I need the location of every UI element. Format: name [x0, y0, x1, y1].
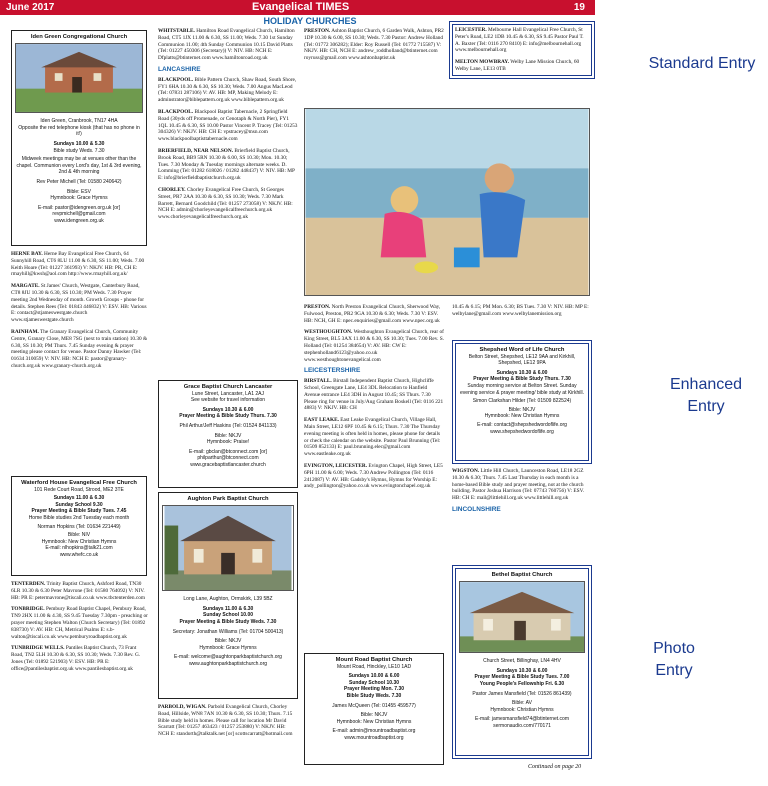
list-item: PRESTON. North Preston Evangelical Church, Sherwood Way, Fulwood, Preston, PR2 9GA 10.30 & 6.30; Weds. 7.30 V: ESV. HB: NCH, GH E: npec.enquiries@gmail.com www.npec.org.uk	[304, 304, 441, 324]
list-item: HERNE BAY. Herne Bay Evangelical Free Church, 64 Sunnyhill Road, CT6 8LU 11.00 & 6.30, SS 11.00; Weds. 7.00 Keith Hoare (Tel: 01227 361993) V: NKJV. HB: PR, CH E: rmayhill@kwsh@aol.com http://www.rmayhill.org.uk/	[11, 251, 145, 278]
column-2-entries-3	[158, 704, 298, 743]
column-1-entries	[11, 251, 149, 375]
list-item: BRIERFIELD, NEAR NELSON. Brierfield Baptist Church, Brook Road, BB9 5RN 10.30 & 6.00, SS 10.30; Mon. 10.30; Tues. 7.30 Monday & Tuesday mornings alternate weeks. D. Lomming (Tel: 01282 618026 / 01282 448437) V: NIV. HB: MP E: info@brierfieldbaptistchurch.org.uk	[158, 147, 295, 182]
list-item: TONBRIDGE. Pembury Road Baptist Chapel, Pembury Road, TN9 2HX 11.00 & 4.30, SS 9.45 Tuesday 7.30pm - preaching or prayer meeting Stephen Walton (Church Secretary) (Tel: 01892 838730) V: AV. HB: CH, Metrical Psalms E: s.b-walton@tiscali.co.uk www.pemburyroadbaptist.org.uk	[11, 606, 148, 640]
list-item: WHITSTABLE. Hamilton Road Evangelical Church, Hamilton Road, CT5 1JX 11.00 & 6.30, SS 11.00; Weds. 7.30 1st Sunday Communion 11.00; 4th Sunday Communion 10.15 David Platts (Tel: 01227 450306 (Secretary)) V: NIV. HB: NCH E: Dfplatts@btinternet.com www.hamiltonroad.org.uk	[158, 28, 295, 62]
region-heading: LINCOLNSHIRE	[452, 505, 501, 513]
section-title: HOLIDAY CHURCHES	[263, 16, 357, 26]
column-4-entries-2	[452, 468, 592, 517]
list-item: BIRSTALL. Birstall Independent Baptist Church, Highcliffe School, Greengate Lane, LE4 3DL Relocation to Hanfield Avenue entrance LE4 3DH in August 10.45; SS Thurs. 7.30 Please ring for venue in July/Aug Graham Boskell (Tel: 0116 221 4883) V: NKJV. HB: CH	[304, 378, 444, 412]
page-number: 19	[573, 2, 585, 13]
masthead: Evangelical TIMES	[252, 1, 350, 13]
column-3-entries	[304, 28, 444, 67]
list-item: TENTERDEN. Trinity Baptist Church, Ashford Road, TN30 6LR 10.30 & 6.30 Peter Mavrone (Tel: 01580 764092) V: NIV. HB: PR E: petermavrone@tiscali.co.uk www.tbctenterden.com	[11, 581, 145, 601]
list-item: CHORLEY. Chorley Evangelical Free Church, St Georges Street, PR7 2AA 10.30 & 6.30, SS 10.30; Weds. 7.30 Mark Barrett, Bernard Goodchild (Tel: 01257 273058) V: NKJV. HB: NCH E: admin@chorleyevangelicalfreechurch.org.uk www.chorleyevangelicalfreechurch.org.uk	[158, 186, 293, 221]
list-item: LEICESTER. Melbourne Hall Evangelical Free Church, St Peter's Road, LE2 1DB 10.45 & 6.30, SS 9.45 Pastor Paul T. A. Baxter (Tel: 0116 270 8410) E: info@melbournehall.org www.melbournehall.org	[455, 27, 584, 54]
region-heading: LANCASHIRE	[158, 65, 201, 73]
beach-children-photo	[304, 108, 590, 296]
list-item: WIGSTON. Little Hill Church, Launceston Road, LE18 2GZ 10.30 & 6.30; Thurs. 7.45 Last Thursday in each month is a home-based Bible study and prayer meeting, not at the church building. Pastor Joshua Harrison (Tel: 07743 760756) V: ESV. HB: CH E: mail@littlehill.org.uk www.littlehill.org.uk	[452, 468, 585, 502]
list-item: RAINHAM. The Granary Evangelical Church, Community Centre, Granary Close, ME8 7SG (next to train station) 10.30 & 6.30, SS 10.30; PM Thurs. 7.45 Sunday evening & prayer meeting please contact for venue. Pastor Danny Hawker (Tel: 01634 310059) V: NIV. HB: NCH E: pastor@granary-church.org.uk www.granary-church.org.uk	[11, 328, 148, 369]
church-photo	[459, 581, 585, 653]
page-header	[0, 0, 595, 15]
entry-title: Iden Green Congregational Church	[30, 34, 128, 40]
callout-enhanced: Enhanced Entry	[669, 376, 743, 415]
church-photo	[15, 43, 143, 113]
list-item: EVINGTON, LEICESTER. Evington Chapel, High Street, LE5 6PH 11.00 & 6.00; Weds. 7.30 Andrew Pollington (Tel: 0116 2412087) V: AV. HB: Gadsby's Hymns, Hymns for Worship E: andy_pollington@yahoo.co.uk www.evingtonchapel.org.uk	[304, 462, 443, 490]
column-4-entries	[452, 304, 592, 323]
callout-photo: Photo Entry	[653, 640, 695, 679]
grace-lancaster-enhanced-entry: Grace Baptist Church Lancaster Lune Street, Lancaster, LA1 2AJ See website for travel information Sundays 10.30 & 6.00 Prayer Meeting & Bible Study Thurs. 7.30 Phil Arthur/Jeff Haskins (Tel: 01524 841133) Bible: NKJV Hymnbook: Praise! E-mail: gbclan@btconnect.com [or] philparthur@btconnect.com www.gracebaptistlancaster.church	[158, 380, 298, 488]
waterford-enhanced-entry: Waterford House Evangelical Free Church 101 Rede Court Road, Strood, ME2 3TE Sundays 11.00 & 6.30 Sunday School 9.30 Prayer Meeting & Bible Study Tues. 7.45 Home Bible studies 2nd Tuesday each month Norman Hopkins (Tel: 01634 221449) Bible: NIV Hymnbook: New Christian Hymns E-mail: nlhopkins@talk21.com www.whefc.co.uk	[11, 476, 147, 576]
region-heading: LEICESTERSHIRE	[304, 367, 361, 375]
standard-entry-example	[452, 24, 592, 76]
list-item: MELTON MOWBRAY. Welby Lane Mission Church, 60 Welby Lane, LE13 0TB	[455, 59, 580, 72]
column-1-entries-2	[11, 581, 149, 678]
list-item: BLACKPOOL. Blackpool Baptist Tabernacle, 2 Springfield Road (30yds off Promenade, or Cenotaph & North Pier), FY1 1QL 10.45 & 6.30, SS 10.00 Pastor Vincent P. Tracey (Tel: 01253 304326) V: NKJV. HB: CH E: vpstracey@msn.com www.blackpoolbaptisttabernacle.com	[158, 108, 298, 143]
list-item: WESTHOUGHTON. Westhoughton Evangelical Church, rear of King Street, BL5 3AX 11.00 & 6.30, SS 10.30; Tues. 7.00 Rev. S. Holland (Tel: 01254 384654) V: AV. HB: CW E: stephenholland6123@yahoo.co.uk www.westhoughtonevangelical.com	[304, 329, 444, 363]
column-2-entries	[158, 28, 298, 226]
list-item: MARGATE. St James' Church, Westgate, Canterbury Road, CT8 8JU 10.30 & 6.30, SS 10.30; PM Weds. 7.30 Prayer meeting 2nd Wednesday of month. Growth Groups - phone for details. Stephen Rees (Tel: 01843 446832) V: ESV. HB: Various E: contact@stjameswestgate.church www.stjameswestgate.church	[11, 283, 147, 324]
mount-road-enhanced-entry: Mount Road Baptist Church Mount Road, Hinckley, LE10 1AD Sundays 10.00 & 6.00 Sunday School 10.30 Prayer Meeting Mon. 7.30 Bible Study Weds. 7.30 James McQueen (Tel: 01455 459577) Bible: NKJV Hymnbook: New Christian Hymns E-mail: admin@mountroadbaptist.org www.mountroadbaptist.org	[304, 653, 444, 765]
list-item: PRESTON. Ashton Baptist Church, 6 Garden Walk, Ashton, PR2 1DP 10.30 & 6.00, SS 10.30; Weds. 7.30 Pastor: Andrew Holland (Tel: 01772 306282); Elder: Roy Russell (Tel: 01772 715587) V: NKJV. HB: CH, NCH E: andrew_roddholland@btinternet.com royruss@gmail.com www.ashtonbaptist.uk	[304, 28, 444, 62]
bethel-photo-entry: Bethel Baptist Church Church Street, Billinghay, LN4 4HV Sundays 10.30 & 6.00 Prayer Meeting & Bible Study Tues. 7.00 Young People's Fellowship Fri. 6.30 Pastor James Mansfield (Tel: 01526 861439) Bible: AV Hymnbook: Christian Hymns E-mail: jamesmansfield74@btinternet.com sermonaudio.com/770171	[455, 568, 589, 756]
iden-green-photo-entry: Iden Green Congregational Church Iden Green, Cranbrook, TN17 4HA Opposite the red telephone kiosk (that has no phone in it!) Sundays 10.00 & 5.30 Bible study Weds. 7.30 Midweek meetings may be at venues other than the chapel. Communion every Lord's day, 1st & 3rd evening, 2nd & 4th morning Rev Peter Michell (Tel: 01580 240642) Bible: ESV Hymnbook: Grace Hymns E-mail: pastor@idengreen.org.uk [or] revpmichell@gmail.com www.idengreen.org.uk	[11, 30, 147, 246]
list-item: BLACKPOOL. Bible Pattern Church, Shaw Road, South Shore, FY1 6HA 10.30 & 6.30, SS 10.30; Weds. 7.00 Angus MacLeod (Tel: 07831 287106) V: AV. HB: MP, Making Melody E: adminstrator@biblepattern.org.uk www.biblepattern.org.uk	[158, 76, 297, 104]
shepshed-enhanced-entry: Shepshed Word of Life Church Belton Street, Shepshed, LE12 9AA and Kirkhill, Shepshed, LE12 9PA Sundays 10.30 & 6.00 Prayer Meeting & Bible Study Thurs. 7.30 Sunday morning service at Belton Street. Sunday evening service & prayer meeting/ bible study at Kirkhill. Simon Clarkshan Hilder (Tel: 01509 822524) Bible: NKJV Hymnbook: New Christian Hymns E-mail: contact@shepshedwordoflife.org www.shepshedwordoflife.org	[455, 343, 589, 461]
continued-note: Continued on page 20	[528, 764, 582, 770]
aughton-photo-entry: Aughton Park Baptist Church Long Lane, Aughton, Ormskirk, L39 5BZ Sundays 11.00 & 6.30 Sunday School 10.00 Prayer Meeting & Bible Study Weds. 7.30 Secretary: Jonathan Williams (Tel: 01704 500413) Bible: NKJV Hymnbook: Grace Hymns E-mail: welcome@aughtonparkbaptistchurch.org www.aughtonparkbaptistchurch.org	[158, 492, 298, 699]
list-item: 10.45 & 6.15; PM Mon. 6.30; BS Tues. 7.30 V: NIV. HB: MP E: welbylane@gmail.com www.welbylanemission.org	[452, 304, 589, 317]
callout-standard: Standard Entry	[648, 55, 756, 72]
list-item: EAST LEAKE. East Leake Evangelical Church, Village Hall, Main Street, LE12 6PF 10.45 & 6.15; Thurs. 7.30 The Thursday evening meeting is often held in homes, please phone for details or check the calendar on the website. Pastor Paul Brunning (Tel: 01509 852133) E: paul.brunning.elec@gmail.com www.eastleake.org.uk	[304, 417, 441, 458]
issue-date: June 2017	[6, 2, 55, 13]
list-item: TUNBRIDGE WELLS. Pantiles Baptist Church, 73 Frant Road, TN2 5LH 10.30 & 6.30, SS 10.30; Weds. 7.30 Rev. G. Jones (Tel: 01892 521903) V: ESV. HB: PR E: office@pantilesbaptist.org.uk www.pantilesbaptist.org.uk	[11, 645, 141, 672]
church-photo	[162, 505, 294, 591]
column-3-entries-2	[304, 304, 444, 495]
list-item: PARBOLD, WIGAN. Parbold Evangelical Church, Chorley Road, Hillside, WN8 7AN 10.30 & 6.30, SS 10.30; Thurs. 7.15 Bible study held in homes. Please call for location Mr David Scarratt (Tel: 01257 463423 / 01257 253880) V: NKJV. HB: NCH E: standorth@talktalk.net [or] scottscarratt@hotmail.com	[158, 704, 293, 738]
